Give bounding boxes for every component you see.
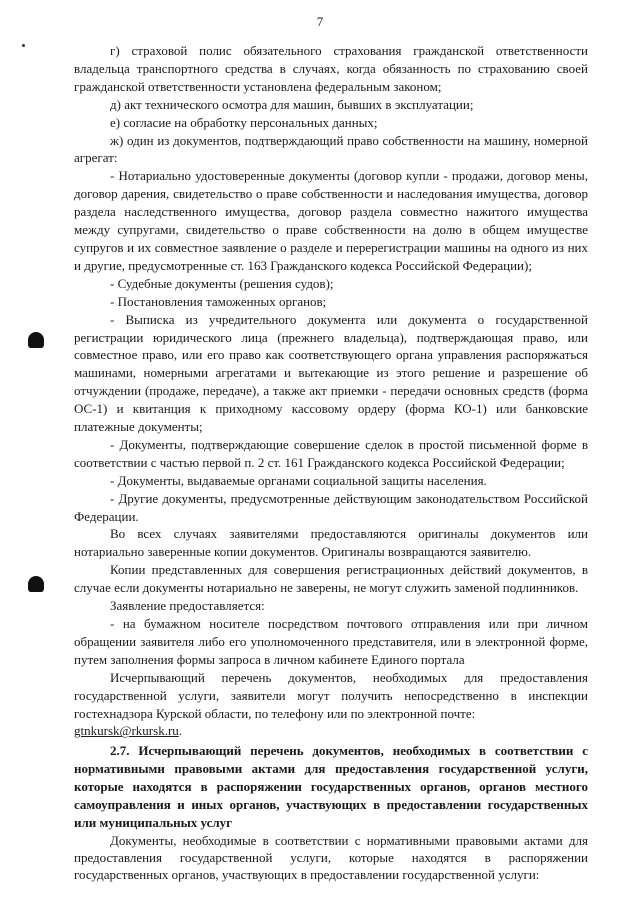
email-suffix: .	[178, 723, 183, 739]
email-line	[74, 722, 588, 740]
paragraph: - Другие документы, предусмотренные действующим законодательством Российской Федерации.	[74, 490, 588, 524]
section-heading: 2.7. Исчерпывающий перечень документов, необходимых в соответствии с нормативными правовыми актами для предоставления государственной услуги, которые находятся в распоряжении государственных органов, органов местного самоуправления и иных органов, участвующих в предоставлении государственных или муниципальных услуг	[74, 743, 588, 830]
document-body	[74, 42, 588, 883]
paragraph: - Судебные документы (решения судов);	[110, 275, 334, 291]
paragraph: Заявление предоставляется:	[110, 598, 265, 614]
email-link[interactable]: gtnkursk@rkursk.ru	[74, 723, 179, 739]
paragraph: - Постановления таможенных органов;	[110, 293, 327, 309]
paragraph: Во всех случаях заявителями предоставляются оригиналы документов или нотариально заверенные копии документов. Оригиналы возвращаются заявителю.	[74, 526, 588, 560]
paragraph: - Документы, подтверждающие совершение сделок в простой письменной форме в соответствии с частью первой п. 2 ст. 161 Гражданского кодекса Российской Федерации;	[74, 436, 588, 470]
paragraph: - Нотариально удостоверенные документы (договор купли - продажи, договор мены, договор дарения, свидетельство о праве собственности и наследования имущества, договор раздела наследственного имущества, договор раздела совместно нажитого имущества между супругами, свидетельство о праве собственности на долю в общем имуществе супругов и их совместное заявление о разделе и перерегистрации машины на одного из них и другие, предусмотренные ст. 163 Гражданского кодекса Российской Федерации);	[74, 168, 588, 273]
paragraph: Документы, необходимые в соответствии с нормативными правовыми актами для предоставления государственной услуги, которые находятся в распоряжении государственных органов, участвующих в предоставлении государственной услуги:	[74, 832, 588, 883]
paragraph: - на бумажном носителе посредством почтового отправления или при личном обращении заявителя либо его уполномоченного представителя, или в электронной форме, путем заполнения формы запроса в личном кабинете Единого портала	[74, 616, 588, 667]
paragraph: Исчерпывающий перечень документов, необходимых для предоставления государственной услуги, заявители могут получить непосредственно в инспекции гостехнадзора Курской области, по телефону или по электронной почте:	[74, 669, 588, 721]
paragraph: Копии представленных для совершения регистрационных действий документов, в случае если документы нотариально не заверены, не могут служить заменой подлинников.	[74, 562, 588, 596]
paragraph: - Документы, выдаваемые органами социальной защиты населения.	[110, 472, 487, 488]
scan-hole-mark-lower	[28, 576, 44, 592]
paragraph: г) страховой полис обязательного страхования гражданской ответственности владельца транспортного средства в случаях, когда обязанность по страхованию своей гражданской ответственности установлена федеральным законом;	[74, 43, 588, 94]
paragraph: ж) один из документов, подтверждающий право собственности на машину, номерной агрегат:	[74, 132, 588, 166]
paragraph: е) согласие на обработку персональных данных;	[110, 114, 378, 130]
scan-hole-mark-upper	[28, 332, 44, 348]
paragraph: д) акт технического осмотра для машин, бывших в эксплуатации;	[110, 96, 474, 112]
paragraph: - Выписка из учредительного документа или документа о государственной регистрации юридического лица (прежнего владельца), подтверждающая право, или совместное право, или его право как соответствующего органа управления распоряжаться машинами, номерными агрегатами и вытекающие из этого решение и разрешение об отчуждении (продаже, передаче), а также акт приемки - передачи основных средств (форма ОС-1) и квитанция к приходному кассовому ордеру (форма КО-1) или банковские платежные документы;	[74, 311, 588, 435]
scan-dot	[22, 44, 25, 47]
page-number: 7	[316, 14, 324, 29]
